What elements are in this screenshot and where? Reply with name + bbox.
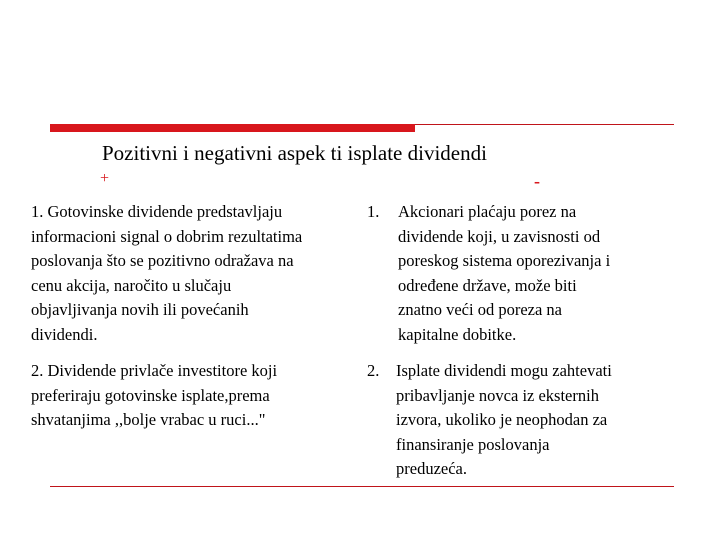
negative-item-2-number: 2.	[367, 361, 380, 380]
title-divider-line	[415, 124, 674, 125]
negative-item-1-number: 1.	[367, 202, 380, 221]
positive-item-2: 2. Dividende privlače investitore koji preferiraju gotovinske isplate,prema shvatanjima ,,bolje vrabac u ruci..."	[31, 361, 278, 429]
slide-title: Pozitivni i negativni aspek ti isplate dividendi	[102, 141, 487, 165]
positive-marker: +	[100, 170, 110, 187]
title-accent-bar	[50, 124, 415, 132]
positive-item-1: 1. Gotovinske dividende predstavljaju informacioni signal o dobrim rezultatima poslovanja što se pozitivno odražava na cenu akcija, naročito u slučaju objavljivanja novih ili povećanih dividendi.	[31, 202, 303, 344]
negative-item-1: Akcionari plaćaju porez na dividende koji, u zavisnosti od poreskog sistema oporezivanja i određene države, može biti znatno veći od poreza na kapitalne dobitke.	[398, 202, 611, 344]
bottom-divider-line	[50, 486, 674, 487]
negative-item-2: Isplate dividendi mogu zahtevati pribavljanje novca iz eksternih izvora, ukoliko je neophodan za finansiranje poslovanja preduzeća.	[396, 361, 612, 478]
negative-marker: -	[534, 171, 540, 191]
